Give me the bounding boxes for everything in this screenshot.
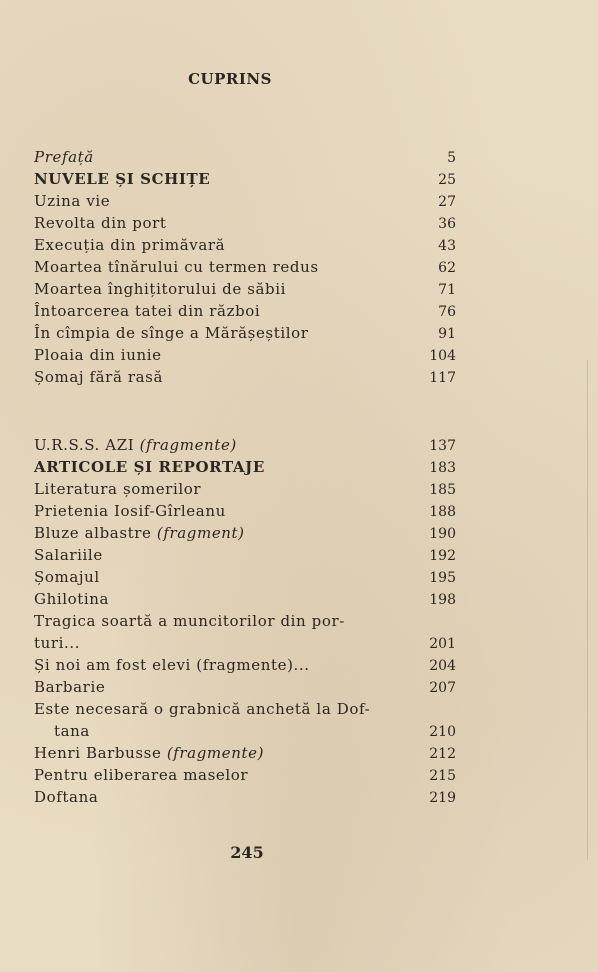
toc-entry — [34, 786, 456, 808]
toc-entry-title-text: Este necesară o grabnică anchetă la Dof- — [34, 700, 371, 718]
toc-entry-title-text: Tragica soartă a muncitorilor din por- — [34, 612, 345, 630]
page-title: CUPRINS — [188, 70, 272, 88]
toc-entry-title-note: (fragmente) — [139, 436, 237, 454]
toc-entry-page: 198 — [429, 592, 456, 608]
toc-entry — [34, 500, 456, 522]
paper-crease — [587, 360, 588, 860]
toc-entry-title — [34, 566, 100, 588]
toc-entry-title — [34, 322, 309, 344]
toc-entry — [34, 632, 456, 654]
toc-entry-title — [34, 234, 225, 256]
toc-entry-title — [34, 764, 248, 786]
toc-entry — [34, 366, 456, 388]
toc-entry — [34, 278, 456, 300]
toc-entry-page: 192 — [429, 548, 456, 564]
toc-entry-page: 5 — [447, 150, 456, 166]
toc-entry — [34, 344, 456, 366]
toc-entry-page: 91 — [438, 326, 456, 342]
toc-entry-title-text: U.R.S.S. AZI — [34, 436, 135, 454]
toc-section-2 — [34, 434, 456, 808]
toc-entry-title — [34, 278, 286, 300]
toc-entry-title — [34, 190, 110, 212]
toc-entry — [34, 168, 456, 190]
toc-entry-title-text: Prefață — [34, 148, 94, 166]
toc-entry-page: 212 — [429, 746, 456, 762]
toc-entry-title — [34, 344, 162, 366]
toc-entry-title-note: (fragment) — [156, 524, 245, 542]
toc-entry — [34, 522, 456, 544]
toc-entry-page: 43 — [438, 238, 456, 254]
toc-entry-title-text: Bluze albastre — [34, 524, 152, 542]
toc-entry-page: 185 — [429, 482, 456, 498]
toc-entry-title — [34, 500, 226, 522]
toc-entry-title-text: Revolta din port — [34, 214, 167, 232]
toc-entry-title — [34, 544, 103, 566]
toc-entry-title — [34, 654, 310, 676]
toc-entry-title-text: În cîmpia de sînge a Mărășeștilor — [34, 324, 309, 342]
toc-entry — [34, 544, 456, 566]
toc-entry-title-text: Întoarcerea tatei din război — [34, 302, 261, 320]
toc-entry-page: 195 — [429, 570, 456, 586]
toc-entry-page: 117 — [429, 370, 456, 386]
toc-entry-title — [34, 698, 370, 720]
toc-entry-title — [34, 434, 237, 456]
toc-entry-title — [34, 478, 201, 500]
toc-entry-page: 104 — [429, 348, 456, 364]
toc-entry-page: 27 — [438, 194, 456, 210]
toc-entry-title — [34, 676, 105, 698]
toc-entry — [34, 742, 456, 764]
toc-entry-title — [34, 146, 94, 168]
toc-entry-title-note: (fragmente) — [166, 744, 265, 762]
toc-entry — [34, 456, 456, 478]
toc-entry-title-text: Șomaj fără rasă — [34, 368, 164, 386]
toc-entry-title-text: Henri Barbusse — [34, 744, 162, 762]
page-number: 245 — [230, 843, 264, 862]
toc-entry-page: 62 — [438, 260, 456, 276]
toc-entry-title — [34, 456, 265, 478]
toc-entry — [34, 212, 456, 234]
toc-section-1 — [34, 146, 456, 388]
toc-entry-title — [34, 168, 210, 190]
toc-entry-page: 183 — [429, 460, 456, 476]
toc-entry — [34, 300, 456, 322]
toc-entry-title — [34, 522, 245, 544]
toc-entry-title — [34, 366, 163, 388]
toc-entry-title-text: tana — [54, 722, 90, 740]
toc-entry-title-text: Uzina vie — [34, 192, 111, 210]
toc-entry — [34, 256, 456, 278]
toc-entry — [34, 146, 456, 168]
toc-entry-title — [34, 212, 166, 234]
toc-entry-title-text: Execuția din primăvară — [34, 236, 226, 254]
toc-entry-title-text: Moartea înghițitorului de săbii — [34, 280, 287, 298]
toc-entry-page: 71 — [438, 282, 456, 298]
toc-entry-title-text: Barbarie — [34, 678, 106, 696]
toc-entry-title-text: NUVELE ȘI SCHIȚE — [34, 170, 211, 188]
toc-entry-page: 219 — [429, 790, 456, 806]
toc-entry — [34, 234, 456, 256]
toc-entry — [34, 566, 456, 588]
toc-entry-page: 76 — [438, 304, 456, 320]
toc-entry — [34, 434, 456, 456]
toc-entry-page: 36 — [438, 216, 456, 232]
toc-entry-title — [34, 720, 90, 742]
toc-entry — [34, 478, 456, 500]
toc-entry-page: 204 — [429, 658, 456, 674]
toc-entry-title — [34, 742, 264, 764]
toc-entry-title-text: Prietenia Iosif-Gîrleanu — [34, 502, 226, 520]
toc-entry-page: 137 — [429, 438, 456, 454]
toc-entry-page: 215 — [429, 768, 456, 784]
toc-entry — [34, 322, 456, 344]
toc-entry-page: 190 — [429, 526, 456, 542]
toc-entry — [34, 676, 456, 698]
toc-entry-title-text: turi... — [34, 634, 81, 652]
toc-entry — [34, 764, 456, 786]
toc-entry-title-text: Pentru eliberarea maselor — [34, 766, 249, 784]
toc-entry-title-text: Literatura șomerilor — [34, 480, 202, 498]
toc-entry-title — [34, 256, 319, 278]
toc-entry-title-text: ARTICOLE ȘI REPORTAJE — [34, 458, 265, 476]
toc-entry-title — [34, 786, 98, 808]
toc-entry-title-text: Șomajul — [34, 568, 100, 586]
toc-entry-title-text: Salariile — [34, 546, 103, 564]
toc-entry-page: 188 — [429, 504, 456, 520]
toc-entry — [34, 190, 456, 212]
toc-entry-page: 210 — [429, 724, 456, 740]
toc-entry-title-text: Doftana — [34, 788, 99, 806]
toc-entry-title — [34, 588, 109, 610]
toc-entry — [34, 720, 456, 742]
toc-entry-title-text: Ploaia din iunie — [34, 346, 162, 364]
toc-entry-title-text: Ghilotina — [34, 590, 110, 608]
toc-entry-page: 207 — [429, 680, 456, 696]
toc-entry-page: 25 — [438, 172, 456, 188]
toc-entry-title — [34, 300, 260, 322]
toc-entry-title-text: Moartea tînărului cu termen redus — [34, 258, 319, 276]
toc-entry — [34, 588, 456, 610]
toc-entry-title — [34, 632, 80, 654]
toc-entry — [34, 654, 456, 676]
toc-entry-title — [34, 610, 345, 632]
toc-entry — [34, 698, 456, 720]
toc-entry — [34, 610, 456, 632]
toc-entry-page: 201 — [429, 636, 456, 652]
toc-entry-title-text: Și noi am fost elevi (fragmente)... — [34, 656, 310, 674]
